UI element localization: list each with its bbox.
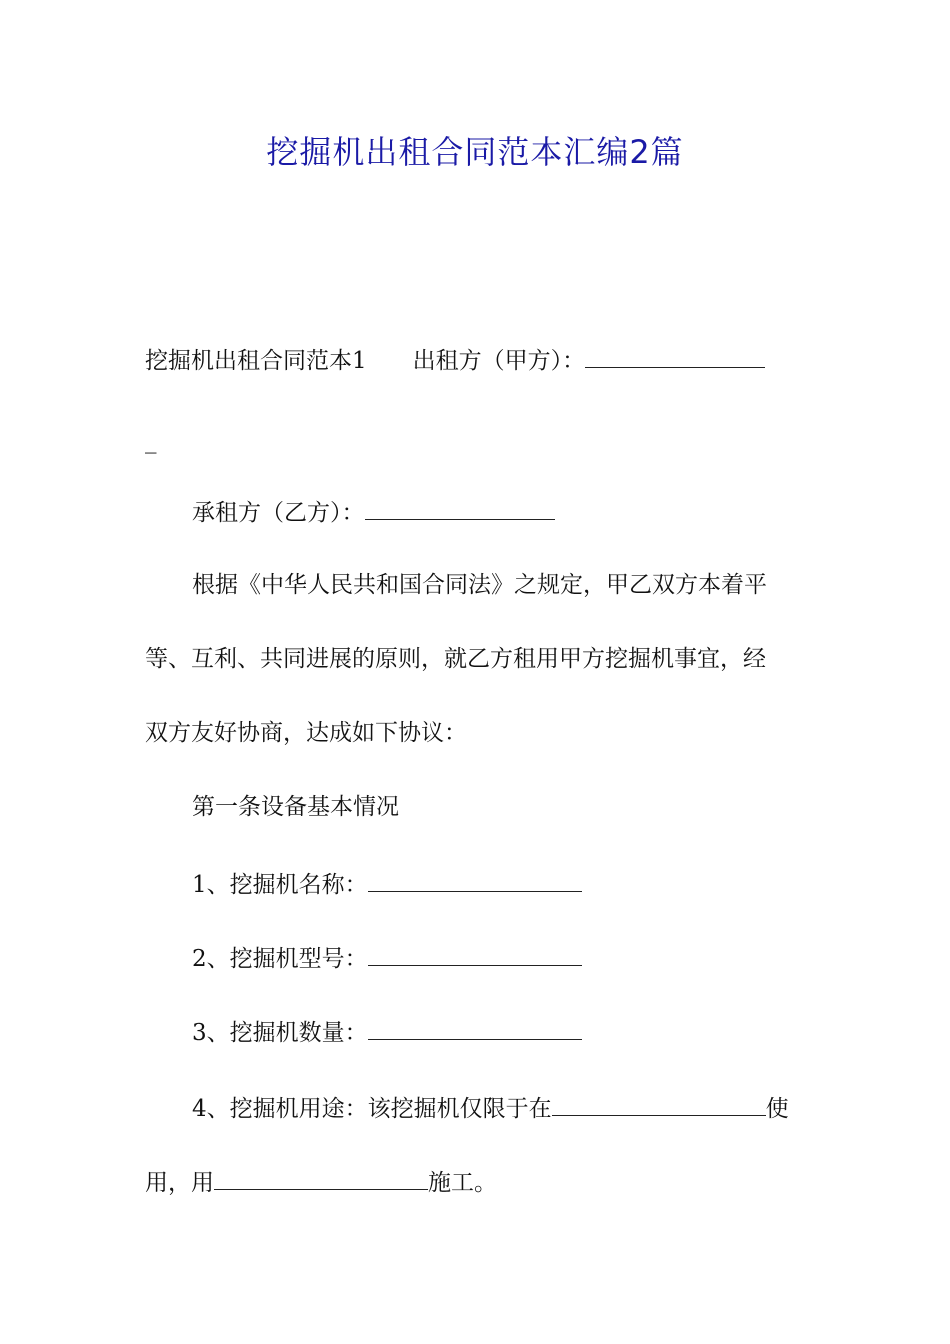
item-4-suffix: 使: [765, 1096, 789, 1122]
item-1-line: [192, 867, 582, 901]
item-4-line: [192, 1091, 789, 1125]
document-title: 挖掘机出租合同范本汇编2篇: [266, 133, 684, 171]
item-4-line-2: [145, 1165, 497, 1199]
lessee-label: 承租方（乙方）：: [192, 500, 365, 526]
intro-paragraph-line-1: 根据《中华人民共和国合同法》之规定，甲乙双方本着平: [192, 572, 767, 598]
intro-paragraph-line-3: 双方友好协商，达成如下协议：: [145, 720, 467, 746]
lessee-line: [192, 495, 555, 529]
intro-paragraph-line-2: 等、互利、共同进展的原则，就乙方租用甲方挖掘机事宜，经: [145, 646, 766, 672]
item-2-line: [192, 941, 582, 975]
contract-heading-line: [145, 343, 765, 377]
item-2-blank: [368, 941, 582, 966]
lessor-label: 出租方（甲方）：: [412, 348, 586, 374]
item-2-label: 2、挖掘机型号：: [192, 946, 368, 972]
item-4-prefix: 4、挖掘机用途：该挖掘机仅限于在: [192, 1096, 552, 1122]
item-4-purpose-blank: [214, 1165, 428, 1190]
contract-heading-label: 挖掘机出租合同范本1: [145, 348, 367, 374]
lessor-blank: [585, 343, 765, 368]
article-1-title: 第一条设备基本情况: [192, 794, 399, 820]
item-1-blank: [368, 867, 582, 892]
continuation-mark: _: [145, 428, 157, 454]
lessee-blank: [365, 495, 555, 520]
item-4-line2-prefix: 用，用: [145, 1170, 214, 1196]
item-4-line2-suffix: 施工。: [428, 1170, 497, 1196]
item-1-label: 1、挖掘机名称：: [192, 872, 368, 898]
continuation-line: [145, 425, 157, 457]
item-3-line: [192, 1015, 582, 1049]
item-4-location-blank: [552, 1091, 766, 1116]
item-3-blank: [368, 1015, 582, 1040]
item-3-label: 3、挖掘机数量：: [192, 1020, 368, 1046]
